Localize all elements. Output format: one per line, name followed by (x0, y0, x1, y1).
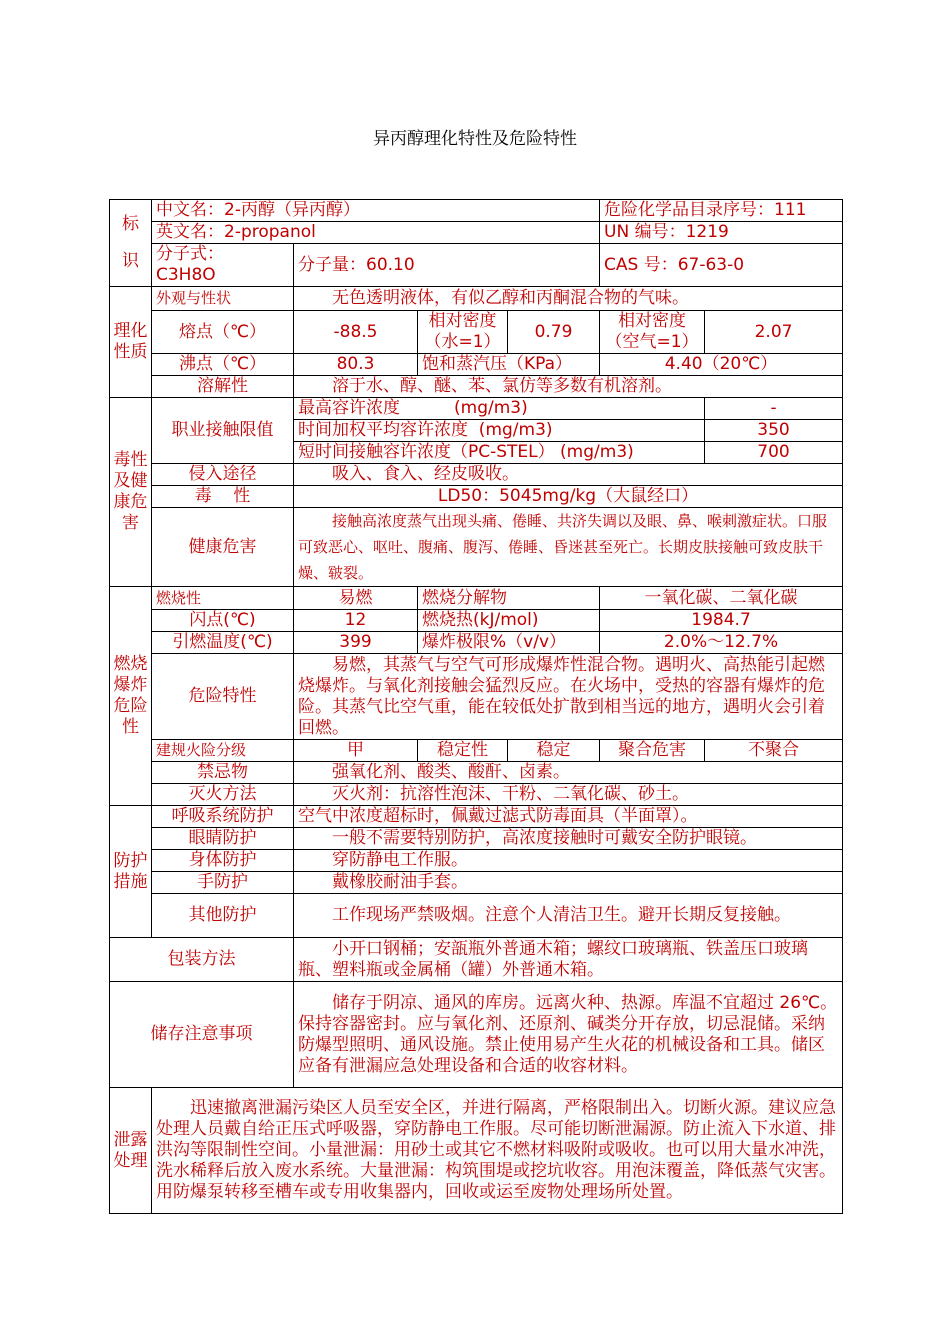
rel-density-water-label: 相对密度（水=1） (418, 311, 508, 354)
rel-density-water-value: 0.79 (508, 311, 600, 354)
appearance-value: 无色透明液体，有似乙醇和丙酮混合物的气味。 (294, 287, 843, 311)
protection-category: 防护措施 (110, 806, 152, 938)
explosion-limit-label: 爆炸极限%（v/v） (418, 632, 600, 654)
identity-category-label-1: 标 (122, 214, 139, 234)
respiratory-label: 呼吸系统防护 (152, 806, 294, 828)
leak-category: 泄露处理 (110, 1088, 152, 1214)
other-label: 其他防护 (152, 894, 294, 938)
boiling-row (110, 354, 843, 376)
hazard-label: 危险特性 (152, 654, 294, 740)
fire-class-row (110, 740, 843, 762)
molecular-formula: 分子式： C3H8O (152, 244, 294, 287)
respiratory-value: 空气中浓度超标时，佩戴过滤式防毒面具（半面罩）。 (294, 806, 843, 828)
flammability-row (110, 587, 843, 610)
boiling-point-label: 沸点（℃） (152, 354, 294, 376)
appearance-label: 外观与性状 (152, 287, 294, 311)
stability-value: 稳定 (508, 740, 600, 762)
storage-label: 储存注意事项 (110, 982, 294, 1088)
other-value: 工作现场严禁吸烟。注意个人清洁卫生。避开长期反复接触。 (294, 894, 843, 938)
eye-value: 一般不需要特别防护，高浓度接触时可戴安全防护眼镜。 (294, 828, 843, 850)
health-hazard-label: 健康危害 (152, 508, 294, 587)
vapor-pressure-value: 4.40（20℃） (600, 354, 843, 376)
body-label: 身体防护 (152, 850, 294, 872)
packaging-row (110, 938, 843, 982)
twa-value: 350 (705, 420, 843, 442)
explosion-limit-value: 2.0%～12.7% (600, 632, 843, 654)
extinguish-value: 灭火剂：抗溶性泡沫、干粉、二氧化碳、砂土。 (294, 784, 843, 806)
heat-value: 1984.7 (600, 610, 843, 632)
hand-value: 戴橡胶耐油手套。 (294, 872, 843, 894)
incompatibles-value: 强氧化剂、酸类、酸酐、卤素。 (294, 762, 843, 784)
flammability-value: 易燃 (294, 587, 418, 610)
decomposition-value: 一氧化碳、二氧化碳 (600, 587, 843, 610)
toxicity-row (110, 486, 843, 508)
toxicity-value: LD50：5045mg/kg（大鼠经口） (294, 486, 843, 508)
melting-point-label: 熔点（℃） (152, 311, 294, 354)
identity-row-1 (110, 200, 843, 222)
catalog-number: 危险化学品目录序号：111 (600, 200, 843, 222)
density-row (110, 311, 843, 354)
route-label: 侵入途径 (152, 464, 294, 486)
storage-row (110, 982, 843, 1088)
stel-label: 短时间接触容许浓度（PC-STEL） (mg/m3) (294, 442, 705, 464)
eye-label: 眼睛防护 (152, 828, 294, 850)
packaging-value: 小开口钢桶；安瓿瓶外普通木箱；螺纹口玻璃瓶、铁盖压口玻璃瓶、塑料瓶或金属桶（罐）外普通木箱。 (294, 938, 843, 982)
respiratory-row (110, 806, 843, 828)
extinguish-row (110, 784, 843, 806)
route-value: 吸入、食入、经皮吸收。 (294, 464, 843, 486)
mac-value: - (705, 398, 843, 420)
cas-number: CAS 号：67-63-0 (600, 244, 843, 287)
msds-table (109, 199, 843, 1214)
mac-label: 最高容许浓度 (mg/m3) (294, 398, 705, 420)
fire-class-label: 建规火险分级 (152, 740, 294, 762)
twa-label: 时间加权平均容许浓度 (mg/m3) (294, 420, 705, 442)
melting-point-value: -88.5 (294, 311, 418, 354)
heat-label: 燃烧热(kJ/mol) (418, 610, 600, 632)
toxicity-label: 毒 性 (152, 486, 294, 508)
identity-row-2 (110, 222, 843, 244)
flash-row (110, 610, 843, 632)
leak-value: 迅速撤离泄漏污染区人员至安全区，并进行隔离，严格限制出入。切断火源。建议应急处理人员戴自给正压式呼吸器，穿防静电工作服。尽可能切断泄漏源。防止流入下水道、排洪沟等限制性空间。小量泄漏：用砂土或其它不燃材料吸附或吸收。也可以用大量水冲洗，洗水稀释后放入废水系统。大量泄漏：构筑围堤或挖坑收容。用泡沫覆盖，降低蒸气灾害。用防爆泵转移至槽车或专用收集器内，回收或运至废物处理场所处置。 (152, 1088, 843, 1214)
eye-row (110, 828, 843, 850)
flash-point-value: 12 (294, 610, 418, 632)
appearance-row (110, 287, 843, 311)
flash-point-label: 闪点(℃) (152, 610, 294, 632)
health-row (110, 508, 843, 587)
ignition-temp-label: 引燃温度(℃) (152, 632, 294, 654)
oel-label: 职业接触限值 (152, 398, 294, 464)
en-name: 英文名：2-propanol (152, 222, 600, 244)
solubility-value: 溶于水、醇、醚、苯、氯仿等多数有机溶剂。 (294, 376, 843, 398)
hazard-row (110, 654, 843, 740)
physchem-category: 理化性质 (110, 287, 152, 398)
identity-category-label-2: 识 (122, 251, 139, 271)
identity-category (110, 200, 152, 287)
storage-value: 储存于阴凉、通风的库房。远离火种、热源。库温不宜超过 26℃。保持容器密封。应与氧化剂、还原剂、碱类分开存放，切忌混储。采纳防爆型照明、通风设施。禁止使用易产生火花的机械设备和工具。储区应备有泄漏应急处理设备和合适的收容材料。 (294, 982, 843, 1088)
rel-density-air-label: 相对密度（空气=1） (600, 311, 705, 354)
solubility-label: 溶解性 (152, 376, 294, 398)
extinguish-label: 灭火方法 (152, 784, 294, 806)
incompatibles-label: 禁忌物 (152, 762, 294, 784)
decomposition-label: 燃烧分解物 (418, 587, 600, 610)
molecular-weight: 分子量：60.10 (294, 244, 600, 287)
toxicity-category: 毒性及健康危害 (110, 398, 152, 587)
solubility-row (110, 376, 843, 398)
fire-category: 燃烧爆炸危险性 (110, 587, 152, 806)
body-value: 穿防静电工作服。 (294, 850, 843, 872)
vapor-pressure-label: 饱和蒸汽压（KPa） (418, 354, 600, 376)
leak-row (110, 1088, 843, 1214)
fire-class-value: 甲 (294, 740, 418, 762)
rel-density-air-value: 2.07 (705, 311, 843, 354)
polymerization-label: 聚合危害 (600, 740, 705, 762)
stel-value: 700 (705, 442, 843, 464)
other-row (110, 894, 843, 938)
polymerization-value: 不聚合 (705, 740, 843, 762)
body-row (110, 850, 843, 872)
page-title: 异丙醇理化特性及危险特性 (373, 129, 577, 149)
stability-label: 稳定性 (418, 740, 508, 762)
health-hazard-value: 接触高浓度蒸气出现头痛、倦睡、共济失调以及眼、鼻、喉刺激症状。口服可致恶心、呕吐、腹痛、腹泻、倦睡、昏迷甚至死亡。长期皮肤接触可致皮肤干燥、皲裂。 (294, 508, 843, 587)
incompat-row (110, 762, 843, 784)
mac-row (110, 398, 843, 420)
hazard-value: 易燃，其蒸气与空气可形成爆炸性混合物。遇明火、高热能引起燃烧爆炸。与氧化剂接触会猛烈反应。在火场中，受热的容器有爆炸的危险。其蒸气比空气重，能在较低处扩散到相当远的地方，遇明火会引着回燃。 (294, 654, 843, 740)
route-row (110, 464, 843, 486)
boiling-point-value: 80.3 (294, 354, 418, 376)
hand-label: 手防护 (152, 872, 294, 894)
hand-row (110, 872, 843, 894)
packaging-label: 包装方法 (110, 938, 294, 982)
ignition-temp-value: 399 (294, 632, 418, 654)
ignition-row (110, 632, 843, 654)
flammability-label: 燃烧性 (152, 587, 294, 610)
cn-name: 中文名：2-丙醇（异丙醇） (152, 200, 600, 222)
identity-row-3 (110, 244, 843, 287)
un-number: UN 编号：1219 (600, 222, 843, 244)
